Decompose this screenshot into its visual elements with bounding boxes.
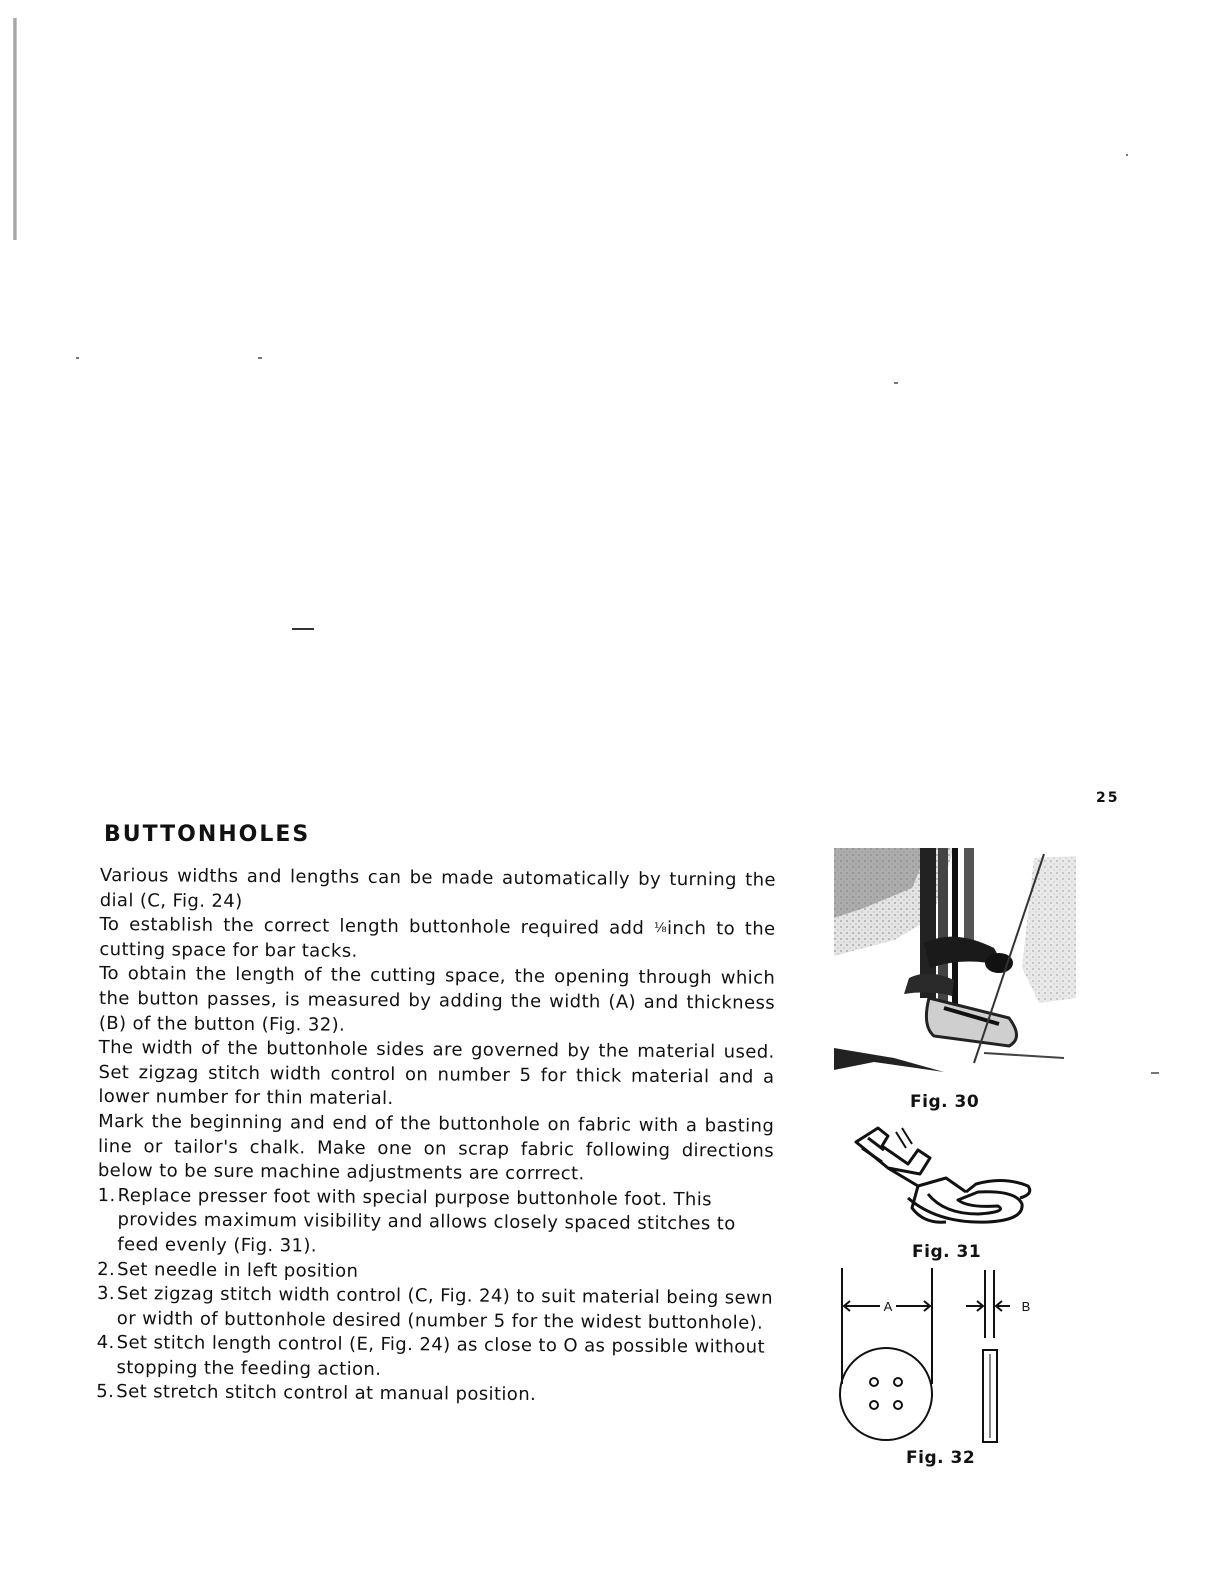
label-b: B — [1021, 1299, 1031, 1314]
step-text: Set needle in left position — [117, 1258, 359, 1282]
step-text: Set stretch stitch control at manual position. — [116, 1381, 537, 1406]
step-text: Replace presser foot with special purpose buttonhole foot. This provides maximum visibility and allows closely spaced stitches to feed evenly (Fig. 31). — [117, 1184, 736, 1257]
paragraph — [99, 913, 775, 967]
section-heading: BUTTONHOLES — [104, 822, 311, 847]
instructions-text — [96, 864, 776, 1410]
scan-speck — [76, 357, 79, 359]
paragraph: Various widths and lengths can be made automatically by turning the dial (C, Fig. 24) — [99, 865, 776, 912]
step-item — [96, 1380, 772, 1409]
scan-speck — [292, 628, 314, 630]
paragraph-part: To establish the correct length buttonhole required add — [99, 914, 645, 939]
scan-speck — [1151, 1072, 1159, 1074]
fig31-caption: Fig. 31 — [912, 1242, 982, 1262]
fig31-buttonhole-foot-drawing — [848, 1124, 1038, 1236]
paragraph-part: inch to the cutting space for bar tacks. — [99, 918, 776, 962]
steps-list — [96, 1184, 774, 1410]
step-number: 3. — [96, 1283, 116, 1305]
label-a: A — [883, 1299, 893, 1314]
step-number: 5. — [96, 1381, 115, 1403]
paragraph: The width of the buttonhole sides are governed by the material used. Set zigzag stitch width control on number 5 for thick material and a lower number for thin material. — [98, 1037, 775, 1110]
step-item — [96, 1331, 772, 1385]
scan-edge — [13, 18, 17, 240]
step-text: Set zigzag stitch width control (C, Fig. 24) to suit material being sewn or width of buttonhole desired (number 5 for the widest buttonhole). — [116, 1283, 774, 1334]
step-number: 1. — [97, 1184, 116, 1206]
step-item — [97, 1282, 773, 1336]
fraction: ⅛ — [653, 921, 668, 937]
scan-speck — [894, 382, 898, 384]
paragraph: Mark the beginning and end of the buttonhole on fabric with a basting line or tailor's chalk. Make one on scrap fabric following directions below to be sure machine adjustments are corrrect. — [97, 1110, 775, 1185]
fig30-caption: Fig. 30 — [910, 1092, 980, 1112]
scan-speck — [258, 357, 262, 359]
step-number: 2. — [97, 1258, 116, 1280]
scan-speck — [1126, 154, 1128, 156]
paragraph: To obtain the length of the cutting space, the opening through which the button passes, is measured by adding the width (A) and thickness (B) of the button (Fig. 32). — [98, 963, 776, 1036]
fig30-photo — [834, 848, 1076, 1076]
step-item — [97, 1184, 773, 1262]
page-number: 25 — [1096, 790, 1120, 806]
step-text: Set stitch length control (E, Fig. 24) as close to O as possible without stopping the feeding action. — [116, 1332, 766, 1380]
fig32-caption: Fig. 32 — [906, 1448, 976, 1468]
step-number: 4. — [96, 1332, 115, 1354]
fig32-button-diagram — [832, 1264, 1042, 1448]
